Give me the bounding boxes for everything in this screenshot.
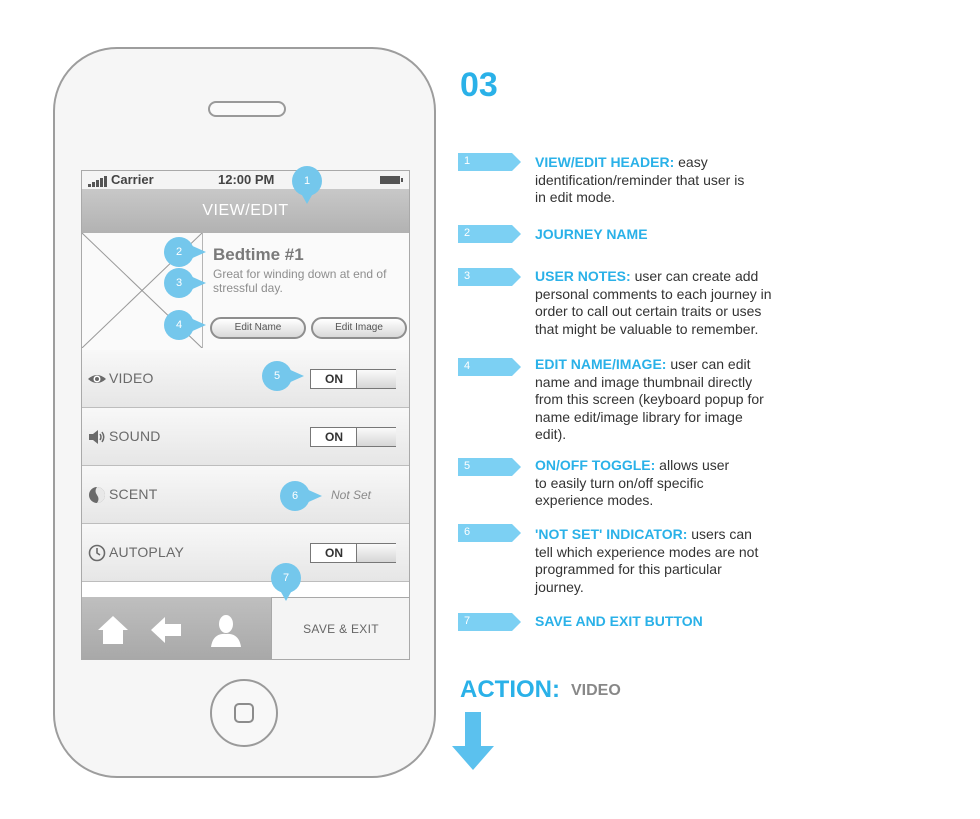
toggle-state: ON	[325, 546, 343, 560]
callout-marker-2: 2	[164, 237, 194, 267]
note-number: 5	[464, 460, 471, 472]
note-number: 1	[464, 155, 471, 167]
note-5: ON/OFF TOGGLE: allows user to easily turn on/off specific experience modes.	[535, 457, 730, 508]
battery-icon	[380, 176, 400, 184]
scent-icon	[87, 486, 107, 504]
callout-pointer-5	[286, 368, 304, 384]
mode-label: AUTOPLAY	[109, 544, 184, 560]
phone-screen	[81, 170, 410, 660]
back-arrow-icon[interactable]	[149, 613, 183, 647]
speaker-icon	[87, 428, 107, 446]
toggle-knob	[356, 544, 396, 562]
home-icon[interactable]	[96, 613, 130, 647]
note-number: 7	[464, 615, 471, 627]
note-number: 2	[464, 227, 471, 239]
note-1: VIEW/EDIT HEADER: easy identification/reminder that user is in edit mode.	[535, 154, 745, 205]
note-number: 6	[464, 526, 471, 538]
callout-pointer-2	[188, 244, 206, 260]
mode-row-scent	[82, 466, 409, 524]
video-toggle[interactable]	[310, 369, 396, 389]
signal-strength-icon	[88, 175, 108, 187]
note-number: 3	[464, 270, 471, 282]
note-7: SAVE AND EXIT BUTTON	[535, 613, 703, 629]
note-3: USER NOTES: user can create add personal comments to each journey in order to call out certain traits or uses that might be valuable to remember.	[535, 268, 772, 337]
status-bar	[82, 171, 409, 189]
callout-marker-5: 5	[262, 361, 292, 391]
profile-icon[interactable]	[209, 613, 243, 647]
phone-speaker	[208, 101, 286, 117]
toggle-state: ON	[325, 372, 343, 386]
journey-panel	[82, 233, 409, 351]
mode-label: SCENT	[109, 486, 158, 502]
callout-marker-4: 4	[164, 310, 194, 340]
action-label: ACTION:	[460, 676, 560, 703]
callout-marker-1: 1	[292, 166, 322, 196]
status-time: 12:00 PM	[218, 172, 275, 187]
journey-name: Bedtime #1	[213, 245, 304, 264]
step-number: 03	[460, 66, 498, 104]
note-6: 'NOT SET' INDICATOR: users can tell which experience modes are not programmed for this particular journey.	[535, 526, 759, 595]
eye-icon	[87, 370, 107, 388]
toggle-knob	[356, 428, 396, 446]
bottom-toolbar	[82, 597, 271, 660]
callout-pointer-1	[298, 188, 316, 206]
view-edit-header: VIEW/EDIT	[82, 189, 409, 233]
mode-row-video	[82, 350, 409, 408]
edit-image-button[interactable]: Edit Image	[311, 317, 407, 339]
save-exit-button[interactable]: SAVE & EXIT	[271, 597, 410, 660]
toggle-state: ON	[325, 430, 343, 444]
clock-icon	[87, 544, 107, 562]
callout-pointer-4	[188, 317, 206, 333]
callout-marker-6: 6	[280, 481, 310, 511]
callout-marker-7: 7	[271, 563, 301, 593]
autoplay-toggle[interactable]	[310, 543, 396, 563]
toggle-knob	[356, 370, 396, 388]
mode-label: VIDEO	[109, 370, 154, 386]
not-set-indicator[interactable]: Not Set	[331, 488, 372, 502]
note-2: JOURNEY NAME	[535, 226, 648, 242]
carrier-name: Carrier	[111, 172, 154, 187]
note-number: 4	[464, 360, 471, 372]
note-4: EDIT NAME/IMAGE: user can edit name and image thumbnail directly from this screen (keyboard popup for name edit/image library for image edit).	[535, 356, 764, 442]
home-button-square-icon	[234, 703, 254, 723]
callout-marker-3: 3	[164, 268, 194, 298]
edit-name-button[interactable]: Edit Name	[210, 317, 306, 339]
mode-label: SOUND	[109, 428, 161, 444]
home-hardware-button[interactable]	[210, 679, 278, 747]
down-arrow-icon	[452, 712, 494, 770]
callout-pointer-6	[304, 488, 322, 504]
mode-row-sound	[82, 408, 409, 466]
action-value: VIDEO	[571, 682, 621, 699]
journey-notes: Great for winding down at end of stressful day.	[213, 267, 387, 295]
sound-toggle[interactable]	[310, 427, 396, 447]
callout-pointer-7	[277, 585, 295, 603]
callout-pointer-3	[188, 275, 206, 291]
mode-row-autoplay	[82, 524, 409, 582]
